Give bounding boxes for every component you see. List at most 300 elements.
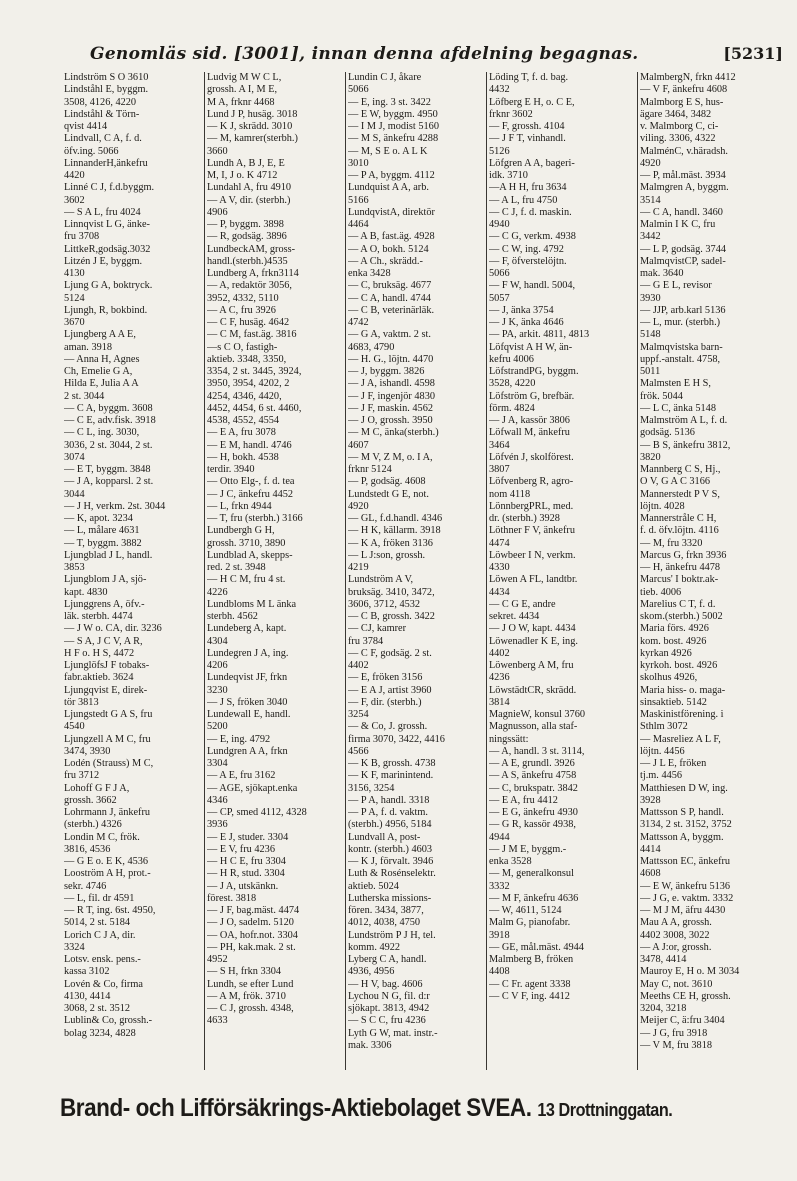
directory-entry: kefru 4006 <box>489 353 534 365</box>
directory-entry: — M F, änkefru 4636 <box>489 892 579 904</box>
directory-entry: 4633 <box>207 1015 228 1027</box>
directory-entry: Löwbeer I N, verkm. <box>489 549 576 561</box>
directory-entry: löjtn. 4456 <box>640 745 685 757</box>
directory-entry: viling. 3306, 4322 <box>640 133 716 145</box>
directory-entry: — G R, kassör 4938, <box>489 819 576 831</box>
directory-entry: 3010 <box>348 157 369 169</box>
directory-entry: öfv.ing. 5066 <box>64 145 119 157</box>
directory-entry: 4304 <box>207 635 228 647</box>
directory-entry: Lundgren A A, frkn <box>207 745 288 757</box>
directory-entry: enka 3428 <box>348 268 391 279</box>
directory-column-4 <box>486 72 637 1070</box>
directory-entry: Ljungblom J A, sjö- <box>64 574 147 586</box>
directory-entry: Löfvenberg R, agro- <box>489 476 574 488</box>
directory-entry: Lohoff G F J A, <box>64 782 130 794</box>
directory-entry: 4402 <box>489 647 510 659</box>
directory-entry: — S A, J C V, A R, <box>64 635 143 647</box>
directory-entry: — CJ, kamrer <box>348 623 407 635</box>
directory-entry: Maria hiss- o. maga- <box>640 684 726 696</box>
directory-entry: — F, dir. (sterbh.) <box>348 696 422 708</box>
directory-entry: ägare 3464, 3482 <box>640 108 712 120</box>
directory-entry: 4408 <box>489 966 510 978</box>
directory-entry: — H C M, fru 4 st. <box>207 574 286 586</box>
directory-entry: Luth & Rosénselektr. <box>348 868 436 880</box>
directory-entry: — C B, grossh. 3422 <box>348 611 435 622</box>
directory-entry: — A C, fru 3926 <box>207 304 276 316</box>
directory-entry: 4944 <box>489 831 510 843</box>
directory-entry: 4432 <box>489 84 510 96</box>
directory-entry: godsäg. 5136 <box>640 427 695 439</box>
directory-entry: LittkeR,godsäg.3032 <box>64 243 151 255</box>
directory-entry: — L, målare 4631 <box>64 525 140 537</box>
directory-entry: 5124 <box>64 292 85 304</box>
directory-entry: Löfwall M, änkefru <box>489 427 570 439</box>
directory-entry: grossh. 3662 <box>64 794 117 806</box>
directory-entry: 3918 <box>489 929 510 941</box>
directory-entry: — F W, handl. 5004, <box>489 280 576 292</box>
directory-entry: — AGE, sjökapt.enka <box>207 782 298 794</box>
directory-entry: Ch, Emelie G A, <box>64 366 133 377</box>
directory-entry: Ljungstedt G A S, fru <box>64 709 153 720</box>
directory-entry: 3508, 4126, 4220 <box>64 96 137 108</box>
directory-entry: Lundblad A, skepps- <box>207 549 293 561</box>
directory-entry: sekr. 4746 <box>64 880 107 892</box>
directory-entry: Meijer C, ä:fru 3404 <box>640 1015 725 1027</box>
directory-entry: 4474 <box>489 537 510 549</box>
directory-entry: — K F, marinintend. <box>348 770 434 782</box>
directory-entry: — P A, byggm. 4112 <box>348 170 435 181</box>
directory-entry: — C J, f. d. maskin. <box>489 206 572 218</box>
directory-entry: 5200 <box>207 721 228 733</box>
directory-entry: — C A, byggm. 3608 <box>64 402 153 414</box>
directory-entry: 3807 <box>489 464 510 475</box>
directory-entry: 4012, 4038, 4750 <box>348 917 421 929</box>
directory-entry: 3332 <box>489 880 510 892</box>
directory-entry: — J O W, kapt. 4434 <box>489 623 576 635</box>
directory-entry: 3044 <box>64 488 85 500</box>
directory-entry: 4402 3008, 3022 <box>640 929 710 941</box>
directory-entry: — G E L, revisor <box>640 280 712 292</box>
directory-entry: — K J, skrädd. 3010 <box>207 121 293 132</box>
directory-entry: — A E, grundl. 3926 <box>489 758 575 769</box>
directory-entry: Malmberg B, fröken <box>489 954 574 965</box>
directory-entry: nom 4118 <box>489 488 531 500</box>
directory-entry: 4434 <box>489 586 510 598</box>
directory-entry: 4226 <box>207 586 228 598</box>
directory-entry: Ljunggrens A, öfv.- <box>64 598 145 610</box>
directory-entry: — H, änkefru 4478 <box>640 562 721 573</box>
directory-entry: 4330 <box>489 562 510 573</box>
directory-entry: tör 3813 <box>64 696 99 708</box>
directory-entry: 3304 <box>207 758 228 769</box>
directory-entry: — M, kamrer(sterbh.) <box>207 133 298 145</box>
directory-entry: 3354, 2 st. 3445, 3924, <box>207 366 302 377</box>
directory-entry: — C G E, andre <box>489 598 556 610</box>
directory-entry: kapt. 4830 <box>64 586 108 598</box>
directory-entry: 3324 <box>64 941 85 953</box>
directory-entry: grossh. 3710, 3890 <box>207 537 286 549</box>
directory-entry: Lovén & Co, firma <box>64 978 143 990</box>
directory-entry: — A V, dir. (sterbh.) <box>207 194 291 206</box>
directory-entry: uppf.-anstalt. 4758, <box>640 353 721 365</box>
directory-entry: — C M, fast.äg. 3816 <box>207 329 297 341</box>
directory-entry: — J, änka 3754 <box>489 304 554 316</box>
directory-entry: Maria förs. 4926 <box>640 623 709 635</box>
directory-entry: — J K, änka 4646 <box>489 317 564 328</box>
directory-entry: 4683, 4790 <box>348 341 395 353</box>
directory-entry: 3853 <box>64 562 85 573</box>
directory-entry: — J F, maskin. 4562 <box>348 402 433 414</box>
directory-entry: 4920 <box>348 500 369 512</box>
directory-entry: Löfberg E H, o. C E, <box>489 96 575 108</box>
directory-entry: — C A, handl. 3460 <box>640 206 723 218</box>
directory-entry: — C F, godsäg. 2 st. <box>348 647 432 659</box>
directory-entry: —A H H, fru 3634 <box>489 182 567 194</box>
directory-entry: 3134, 2 st. 3152, 3752 <box>640 819 732 831</box>
directory-entry: Ljung G A, boktryck. <box>64 280 153 292</box>
directory-entry: Malmin I K C, fru <box>640 219 716 230</box>
directory-entry: — J O, grossh. 3950 <box>348 415 433 426</box>
directory-entry: — J A, kopparsl. 2 st. <box>64 476 154 488</box>
directory-entry: — E J, studer. 3304 <box>207 831 289 843</box>
directory-entry: Lindström S O 3610 <box>64 72 149 83</box>
directory-entry: Lundewall E, handl. <box>207 709 291 720</box>
directory-entry: kontr. (sterbh.) 4603 <box>348 843 433 855</box>
directory-entry: aktieb. 3348, 3350, <box>207 353 287 365</box>
directory-entry: — H, bokh. 4538 <box>207 451 279 463</box>
directory-entry: — E, ing. 4792 <box>207 733 271 745</box>
directory-entry: — E T, byggm. 3848 <box>64 464 151 475</box>
directory-entry: 3074 <box>64 451 85 463</box>
directory-entry: — L C, änka 5148 <box>640 402 716 414</box>
advertisement-banner <box>60 1094 708 1134</box>
directory-entry: — F, öfverstelöjtn. <box>489 255 567 267</box>
directory-entry: bolag 3234, 4828 <box>64 1027 136 1039</box>
directory-entry: fru 3712 <box>64 770 100 782</box>
directory-entry: — R T, ing. 6st. 4950, <box>64 905 156 916</box>
directory-entry: 4920 <box>640 157 661 169</box>
directory-entry: Lyberg C A, handl. <box>348 954 427 965</box>
directory-entry: 3514 <box>640 194 661 206</box>
directory-entry: — M V, Z M, o. I A, <box>348 451 433 463</box>
directory-entry: — J W o. CA, dir. 3236 <box>64 623 162 635</box>
directory-entry: — J G, fru 3918 <box>640 1027 708 1039</box>
directory-entry: — J F T, vinhandl. <box>489 133 566 145</box>
directory-entry: — S C C, fru 4236 <box>348 1015 426 1027</box>
directory-entry: 4906 <box>207 206 228 218</box>
directory-entry: kassa 3102 <box>64 966 110 978</box>
directory-entry: skom.(sterbh.) 5002 <box>640 611 723 622</box>
directory-entry: Ljungberg A A E, <box>64 329 136 341</box>
directory-entry: aman. 3918 <box>64 341 113 353</box>
directory-entry: löjtn. 4028 <box>640 500 685 512</box>
directory-entry: — M C, änka(sterbh.) <box>348 427 439 439</box>
directory-entry: fru 3784 <box>348 635 384 647</box>
directory-entry: — W, 4611, 5124 <box>489 905 562 916</box>
directory-entry: — H K, källarm. 3918 <box>348 525 441 537</box>
directory-entry: Malmsten E H S, <box>640 378 711 390</box>
directory-entry: 4346 <box>207 794 228 806</box>
directory-entry: — S H, frkn 3304 <box>207 966 282 978</box>
directory-entry: Lundstedt G E, not. <box>348 488 429 500</box>
directory-entry: 4608 <box>640 868 661 880</box>
directory-entry: — M J M, äfru 4430 <box>640 905 726 916</box>
directory-entry: 3930 <box>640 292 661 304</box>
directory-entry: —s C O, fastigh- <box>207 341 278 353</box>
directory-entry: Löfström G, brefbär. <box>489 390 575 402</box>
directory-entry: Lindståhl & Törn- <box>64 108 140 120</box>
directory-entry: M A, frknr 4468 <box>207 96 275 108</box>
directory-entry: Malmström A L, f. d. <box>640 415 728 426</box>
directory-entry: Marcus G, frkn 3936 <box>640 549 727 561</box>
directory-entry: 5166 <box>348 194 369 206</box>
directory-entry: 3602 <box>64 194 85 206</box>
directory-column-1 <box>62 72 204 1070</box>
directory-entry: 3442 <box>640 231 661 243</box>
directory-entry: red. 2 st. 3948 <box>207 562 266 573</box>
directory-entry: — A J:or, grossh. <box>640 941 712 953</box>
directory-entry: Lundeberg A, kapt. <box>207 623 287 635</box>
directory-entry: Mau A A, grossh. <box>640 917 712 929</box>
directory-entry: MalmqvistCP, sadel- <box>640 255 726 267</box>
directory-entry: Sthlm 3072 <box>640 721 688 733</box>
page-header <box>0 44 797 74</box>
directory-entry: LinnanderH,änkefru <box>64 157 148 169</box>
directory-entry: 3936 <box>207 819 228 831</box>
page-number: [5231] <box>723 44 783 63</box>
directory-entry: LundbeckAM, gross- <box>207 243 296 255</box>
directory-entry: Mauroy E, H o. M 3034 <box>640 966 740 978</box>
directory-entry: 4936, 4956 <box>348 966 395 978</box>
directory-entry: Lorich C J A, dir. <box>64 929 136 941</box>
directory-entry: 4219 <box>348 562 369 573</box>
directory-entry: LöwstädtCR, skrädd. <box>489 684 577 696</box>
directory-entry: 4538, 4552, 4554 <box>207 415 280 426</box>
directory-entry: — K B, grossh. 4738 <box>348 758 436 769</box>
directory-entry: aktieb. 5024 <box>348 880 399 892</box>
directory-entry: LjunglöfsJ F tobaks- <box>64 660 150 671</box>
directory-entry: Marcus' I boktr.ak- <box>640 574 719 586</box>
directory-entry: MalménC, v.häradsh. <box>640 145 728 157</box>
directory-entry: — J H, verkm. 2st. 3044 <box>64 500 166 512</box>
directory-entry: 3928 <box>640 794 661 806</box>
directory-entry: — J F, bag.mäst. 4474 <box>207 905 300 916</box>
directory-entry: — E M, handl. 4746 <box>207 439 292 451</box>
directory-entry: Marelius C T, f. d. <box>640 598 716 610</box>
directory-entry: komm. 4922 <box>348 941 401 953</box>
directory-entry: 5066 <box>489 268 510 279</box>
directory-entry: — E V, fru 4236 <box>207 843 275 855</box>
directory-entry: kom. bost. 4926 <box>640 635 707 647</box>
directory-entry: 4607 <box>348 439 369 451</box>
directory-entry: M, I, J o. K 4712 <box>207 170 278 181</box>
directory-entry: — G A, vaktm. 2 st. <box>348 329 431 341</box>
directory-entry: 3952, 4332, 5110 <box>207 292 279 304</box>
directory-entry: mak. 3640 <box>640 268 684 279</box>
directory-entry: — A, handl. 3 st. 3114, <box>489 745 585 757</box>
directory-entry: Löwenadler K E, ing. <box>489 635 578 647</box>
directory-entry: — E A J, artist 3960 <box>348 684 432 696</box>
directory-entry: 4742 <box>348 317 369 328</box>
directory-entry: H F o. H S, 4472 <box>64 647 135 659</box>
directory-entry: Lychou N G, fil. d:r <box>348 990 430 1002</box>
directory-entry: — M, fru 3320 <box>640 537 703 549</box>
directory-entry: terdir. 3940 <box>207 464 255 475</box>
directory-entry: dr. (sterbh.) 3928 <box>489 513 560 524</box>
directory-entry: 2 st. 3044 <box>64 390 105 402</box>
directory-entry: 4940 <box>489 219 510 230</box>
directory-entry: — H C E, fru 3304 <box>207 856 286 867</box>
directory-entry: — H V, bag. 4606 <box>348 978 423 990</box>
directory-entry: — C L, ing. 3030, <box>64 427 140 439</box>
directory-entry: — C A, handl. 4744 <box>348 292 431 304</box>
directory-entry: v. Malmborg C, ci- <box>640 121 719 132</box>
directory-entry: Löfqvist A H W, än- <box>489 341 573 353</box>
directory-entry: Linnqvist L G, änke- <box>64 219 150 230</box>
directory-entry: — C, brukspatr. 3842 <box>489 782 578 794</box>
directory-entry: Lundström A V, <box>348 574 414 586</box>
directory-entry: Malmgren A, byggm. <box>640 182 729 194</box>
directory-entry: 3814 <box>489 696 510 708</box>
directory-entry: sinsaktieb. 5142 <box>640 696 707 708</box>
directory-entry: — F, grossh. 4104 <box>489 121 565 132</box>
directory-entry: — & Co, J. grossh. <box>348 721 428 733</box>
directory-entry: Londin M C, frök. <box>64 831 140 843</box>
directory-entry: — R, godsäg. 3896 <box>207 231 287 243</box>
directory-entry: mak. 3306 <box>348 1039 392 1051</box>
directory-entry: — L P, godsäg. 3744 <box>640 243 726 255</box>
directory-entry: 4130 <box>64 268 85 279</box>
directory-entry: — J G, e. vaktm. 3332 <box>640 892 734 904</box>
directory-entry: Mannerstedt P V S, <box>640 488 720 500</box>
directory-entry: Löwenberg A M, fru <box>489 660 574 671</box>
directory-entry: — P A, handl. 3318 <box>348 794 430 806</box>
directory-entry: Ljungblad J L, handl. <box>64 549 153 561</box>
directory-entry: Löwen A FL, landtbr. <box>489 574 578 586</box>
directory-entry: — C G, verkm. 4938 <box>489 231 576 243</box>
directory-entry: tieb. 4006 <box>640 586 682 598</box>
directory-entry: 4566 <box>348 745 369 757</box>
directory-entry: Matthiesen D W, ing. <box>640 782 728 794</box>
directory-entry: — C F, husäg. 4642 <box>207 317 290 328</box>
directory-entry: — C, bruksäg. 4677 <box>348 280 432 292</box>
directory-entry: — J F, ingenjör 4830 <box>348 390 435 402</box>
directory-entry: firma 3070, 3422, 4416 <box>348 733 445 745</box>
directory-entry: 3230 <box>207 684 228 696</box>
directory-entry: Lohrmann J, änkefru <box>64 807 151 818</box>
directory-entry: läk. sterbh. 4474 <box>64 611 133 622</box>
directory-entry: — E A, fru 3078 <box>207 427 276 439</box>
directory-entry: 3820 <box>640 451 661 463</box>
directory-entry: — C W, ing. 4792 <box>489 243 564 255</box>
directory-entry: fabr.aktieb. 3624 <box>64 672 134 684</box>
directory-entry: 4254, 4346, 4420, <box>207 390 282 402</box>
directory-entry: — J L E, fröken <box>640 758 707 769</box>
directory-entry: — C J, grossh. 4348, <box>207 1003 294 1014</box>
directory-entry: enka 3528 <box>489 856 532 867</box>
directory-entry: — M S, änkefru 4288 <box>348 133 439 145</box>
directory-entry: (sterbh.) 4326 <box>64 819 122 831</box>
directory-entry: Lundbloms M L änka <box>207 598 297 610</box>
directory-entry: Lundbergh G H, <box>207 525 275 537</box>
directory-entry: — A S, änkefru 4758 <box>489 770 577 782</box>
directory-entry: 3816, 4536 <box>64 843 111 855</box>
directory-entry: LönnbergPRL, med. <box>489 500 574 512</box>
directory-entry: — C V F, ing. 4412 <box>489 990 570 1002</box>
directory-entry: Lutherska missions- <box>348 892 432 904</box>
directory-entry: Löfgren A A, bageri- <box>489 157 575 169</box>
directory-entry: — P A, f. d. vaktm. <box>348 807 428 818</box>
directory-entry: — A B, fast.äg. 4928 <box>348 231 435 243</box>
directory-entry: Lundvall A, post- <box>348 831 421 843</box>
directory-entry: Mattsson EC, änkefru <box>640 856 731 867</box>
directory-entry: — P, mål.mäst. 3934 <box>640 170 726 181</box>
directory-entry: 3036, 2 st. 3044, 2 st. <box>64 439 153 451</box>
directory-entry: sekret. 4434 <box>489 611 540 622</box>
directory-entry: — H. G., löjtn. 4470 <box>348 353 434 365</box>
directory-entry: Mannerstråle C H, <box>640 513 717 524</box>
directory-entry: 5014, 2 st. 5184 <box>64 917 131 929</box>
directory-entry: — T, fru (sterbh.) 3166 <box>207 513 303 524</box>
directory-entry: 3254 <box>348 709 369 720</box>
directory-entry: — H R, stud. 3304 <box>207 868 285 880</box>
directory-entry: — A Ch., skrädd.- <box>348 255 423 267</box>
directory-entry: — A M, frök. 3710 <box>207 990 286 1002</box>
directory-entry: Maskinistförening. i <box>640 709 724 720</box>
directory-entry: bruksäg. 3410, 3472, <box>348 586 435 598</box>
directory-columns <box>62 72 788 1070</box>
directory-entry: Lindvall, C A, f. d. <box>64 133 142 145</box>
directory-entry: Lublin& Co, grossh.- <box>64 1015 153 1027</box>
advertisement-address: 13 Drottninggatan. <box>537 1100 673 1120</box>
directory-entry: — A L, fru 4750 <box>489 194 558 206</box>
directory-entry: tj.m. 4456 <box>640 770 683 782</box>
directory-entry: — G E o. E K, 4536 <box>64 856 149 867</box>
directory-entry: — T, byggm. 3882 <box>64 537 142 549</box>
directory-entry: ningssätt: <box>489 733 529 745</box>
directory-entry: — GL, f.d.handl. 4346 <box>348 513 443 524</box>
directory-entry: 3528, 4220 <box>489 378 536 390</box>
directory-entry: 3474, 3930 <box>64 745 111 757</box>
advertisement-text: Brand- och Lifförsäkrings-Aktiebolaget SVEA. <box>60 1094 532 1122</box>
directory-entry: Magnusson, alla staf- <box>489 721 578 733</box>
directory-entry: frök. 5044 <box>640 390 683 402</box>
directory-entry: Lyth G W, mat. instr.- <box>348 1027 438 1039</box>
directory-entry: Löthner F V, änkefru <box>489 525 575 537</box>
directory-entry: — J O, sadelm. 5120 <box>207 917 294 929</box>
directory-entry: — L, fil. dr 4591 <box>64 892 135 904</box>
directory-entry: skolhus 4926, <box>640 672 698 684</box>
directory-entry: Lundquist A A, arb. <box>348 182 429 194</box>
directory-entry: — CP, smed 4112, 4328 <box>207 807 307 818</box>
directory-entry: 3950, 3954, 4202, 2 <box>207 378 290 390</box>
directory-entry: O V, G A C 3166 <box>640 476 711 488</box>
directory-entry: Ljungzell A M C, fru <box>64 733 151 745</box>
directory-entry: — JJP, arb.karl 5136 <box>640 304 726 316</box>
directory-entry: 5011 <box>640 366 661 377</box>
directory-entry: — M, S E o. A L K <box>348 145 428 157</box>
directory-entry: Lund J P, husäg. 3018 <box>207 108 298 120</box>
directory-entry: kyrkan 4926 <box>640 647 692 659</box>
directory-entry: Malm G, pianofabr. <box>489 917 571 929</box>
directory-entry: Malmqvistska barn- <box>640 341 723 353</box>
directory-entry: MalmbergN, frkn 4412 <box>640 72 736 83</box>
directory-entry: Malmborg E S, hus- <box>640 96 724 108</box>
directory-entry: 3660 <box>207 145 228 157</box>
directory-entry: (sterbh.) 4956, 5184 <box>348 819 432 831</box>
directory-entry: — OA, hofr.not. 3304 <box>207 929 298 941</box>
directory-entry: 4952 <box>207 954 228 965</box>
